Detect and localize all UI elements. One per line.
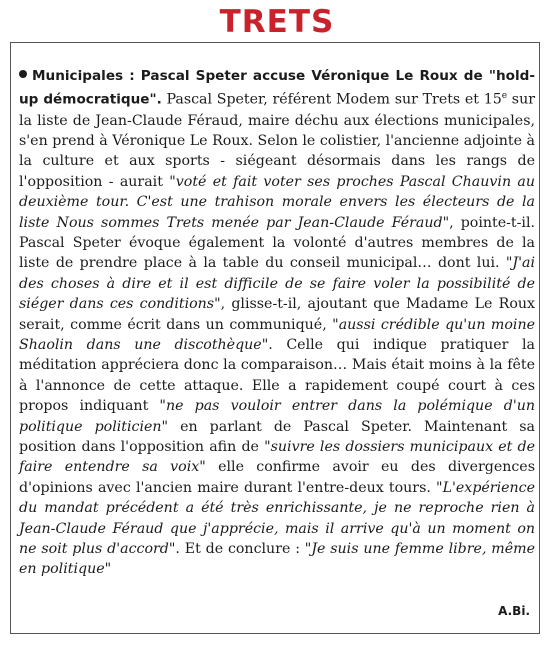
text-segment: " elle confirme avoir eu des divergences d'opinions avec l'ancien maire durant l'entre-deux tours. " — [19, 459, 535, 496]
bullet-icon — [19, 70, 27, 78]
quote-segment: suivre les dossiers municipaux et de faire entendre sa voix — [19, 439, 535, 476]
article-paragraph — [19, 66, 535, 580]
quote-segment: ne pas vouloir entrer dans la polémique d'un politique politicien — [19, 398, 535, 435]
text-segment: " — [104, 561, 112, 578]
text-segment: ". Et de conclure : " — [168, 541, 312, 558]
quote-segment: L'expérience du mandat précédent a été très enrichissante, je ne reproche rien à Jean-Claude Féraud que j'apprécie, mais il arrive qu'à un moment on ne soit plus d'accord — [19, 479, 535, 558]
quote-segment: J'ai des choses à dire et il est difficile de se faire voler la possibilité de siéger dans ces conditions — [19, 255, 535, 313]
text-segment: Pascal Speter, référent Modem sur Trets et 15 — [161, 92, 502, 109]
quote-segment: Je suis une femme libre, même en politique — [19, 541, 535, 578]
text-segment: sur la liste de Jean-Claude Féraud, maire déchu aux élections municipales, s'en prend à Véronique Le Roux. Selon le colistier, l'ancienne adjointe à la culture et aux sports - siégeant désormais dans les rangs de l'opposition - aurait " — [19, 92, 535, 190]
article-body — [19, 66, 535, 580]
author-signature: A.Bi. — [498, 604, 530, 618]
text-segment: ". Celle qui indique pratiquer la méditation appréciera donc la comparaison… Mais était moins à la fête à l'annonce de cette attaque. Elle a rapidement coupé court à ces propos indiquant " — [19, 337, 536, 415]
text-segment: " en parlant de Pascal Speter. Maintenant sa position dans l'opposition afin de " — [19, 418, 535, 456]
ordinal-suffix: e — [501, 91, 508, 102]
quote-segment: aussi crédible qu'un moine Shaolin dans une discothèque — [19, 316, 535, 354]
section-header — [0, 4, 554, 40]
section-title: TRETS — [219, 4, 335, 40]
article-headline: Municipales : Pascal Speter accuse Véronique Le Roux de "hold-up démocratique". — [19, 68, 535, 109]
text-segment: ", glisse-t-il, ajoutant que Madame Le Roux serait, comme écrit dans un communiqué, " — [19, 296, 535, 333]
text-segment: ", pointe-t-il. Pascal Speter évoque également la volonté d'autres membres de la liste de prendre place à la table du conseil municipal… dont lui. " — [19, 214, 535, 272]
quote-segment: voté et fait voter ses proches Pascal Chauvin au deuxième tour. C'est une trahison morale envers les électeurs de la liste Nous sommes Trets menée par Jean-Claude Féraud — [19, 173, 535, 231]
